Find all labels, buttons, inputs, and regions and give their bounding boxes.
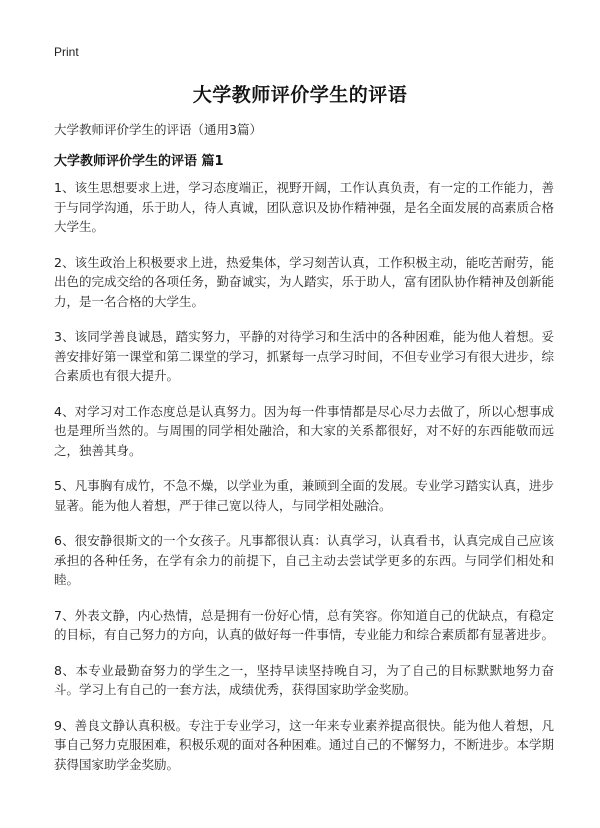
- comment-paragraph-6: 6、很安静很斯文的一个女孩子。凡事都很认真：认真学习，认真看书，认真完成自己应该承担的各种任务，在学有余力的前提下，自己主动去尝试学更多的东西。与同学们相处和睦。: [54, 533, 554, 587]
- comment-paragraph-5: 5、凡事胸有成竹，不急不燥，以学业为重，兼顾到全面的发展。专业学习踏实认真，进步显著。能为他人着想，严于律己宽以待人，与同学相处融洽。: [54, 478, 554, 513]
- comment-paragraph-4: 4、对学习对工作态度总是认真努力。因为每一件事情都是尽心尽力去做了，所以心想事成也是理所当然的。与周围的同学相处融洽，和大家的关系都很好，对不好的东西能敬而远之，独善其身。: [54, 403, 554, 458]
- comment-paragraph-3: 3、该同学善良诚恳，踏实努力，平静的对待学习和生活中的各种困难，能为他人着想。妥善安排好第一课堂和第二课堂的学习，抓紧每一点学习时间，不但专业学习有很大进步，综合素质也有很大提升。: [54, 329, 555, 383]
- document-title: 大学教师评价学生的评语: [192, 84, 408, 106]
- comment-paragraph-9: 9、善良文静认真积极。专注于专业学习，这一年来专业素养提高很快。能为他人着想，凡事自己努力克服困难，积极乐观的面对各种困难。通过自己的不懈努力，不断进步。本学期获得国家助学金奖励。: [54, 717, 555, 772]
- comment-paragraph-8: 8、本专业最勤奋努力的学生之一，坚持早读坚持晚自习，为了自己的目标默默地努力奋斗。学习上有自己的一套方法，成绩优秀，获得国家助学金奖励。: [54, 662, 554, 697]
- comment-paragraph-2: 2、该生政治上积极要求上进，热爱集体，学习刻苦认真，工作积极主动，能吃苦耐劳，能出色的完成交给的各项任务，勤奋诚实，为人踏实，乐于助人，富有团队协作精神及创新能力，是一名合格的大学生。: [54, 254, 555, 309]
- comments-list: [54, 178, 554, 790]
- comment-paragraph-1: 1、该生思想要求上进，学习态度端正，视野开阔，工作认真负责，有一定的工作能力，善于与同学沟通，乐于助人，待人真诚，团队意识及协作精神强，是名全面发展的高素质合格大学生。: [54, 180, 555, 234]
- print-label[interactable]: Print: [54, 45, 79, 59]
- comment-paragraph-7: 7、外表文静，内心热情，总是拥有一份好心情，总有笑容。你知道自己的优缺点，有稳定的目标，有自己努力的方向，认真的做好每一件事情，专业能力和综合素质都有显著进步。: [54, 607, 555, 642]
- document-subtitle: 大学教师评价学生的评语（通用3篇）: [54, 122, 262, 137]
- section-heading: 大学教师评价学生的评语 篇1: [54, 154, 224, 169]
